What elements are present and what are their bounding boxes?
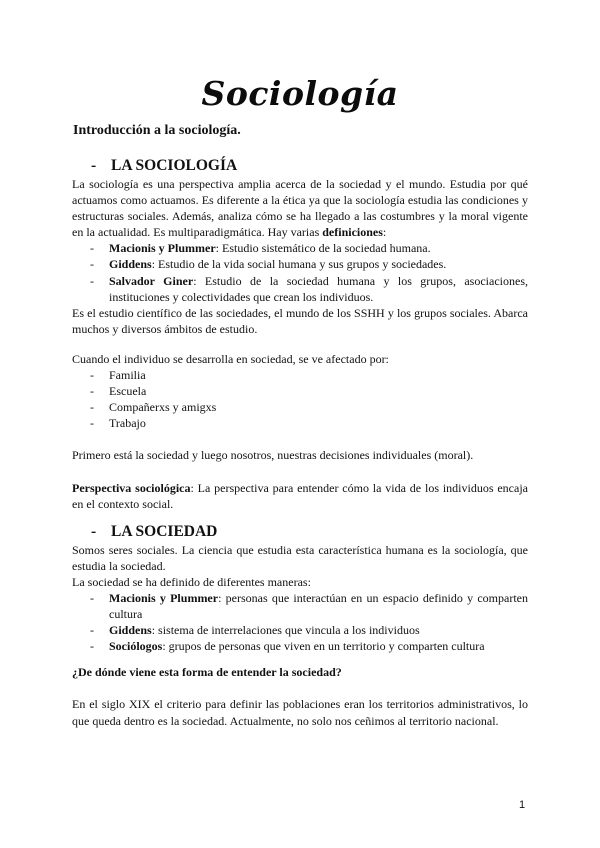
bullet-dash: - (90, 590, 94, 605)
definition-text: : Estudio sistemático de la sociedad humana. (215, 241, 431, 256)
section-heading-text: LA SOCIOLOGÍA (111, 157, 238, 174)
definition-text: : Estudio de la sociedad humana y los grupos, asociaciones, instituciones y colectividades que crean los individuos. (109, 273, 528, 304)
list-item-text: Familia (109, 368, 146, 383)
list-item (72, 399, 528, 415)
paragraph-sociedad-intro: Somos seres sociales. La ciencia que estudia esta característica humana es la sociología, que estudia la sociedad. (72, 542, 528, 573)
bullet-dash: - (90, 241, 94, 256)
list-item (72, 638, 528, 654)
heading-dash: - (91, 157, 97, 174)
sociedad-definitions-list (72, 590, 528, 654)
intro-bold-term: definiciones (322, 225, 383, 240)
paragraph-defined-intro: La sociedad se ha definido de diferentes maneras: (72, 574, 311, 589)
bullet-dash: - (90, 368, 94, 383)
definition-author: Giddens (109, 623, 152, 638)
definition-author: Macionis y Plummer (109, 590, 219, 605)
intro-text: La sociología es una perspectiva amplia acerca de la sociedad y el mundo. Estudia por qué actuamos como actuamos. Es diferente a la ética ya que la sociología estudia las condiciones y estructuras sociales. Además, analiza cómo se ha llegado a las costumbres y la moral vigente en la actualidad. Es multiparadigmática. Hay varias (72, 177, 528, 240)
subtitle: Introducción a la sociología. (73, 123, 241, 138)
definition-text: : sistema de interrelaciones que vincula a los individuos (151, 623, 420, 638)
definition-text: : Estudio de la vida social humana y sus grupos y sociedades. (151, 257, 447, 272)
list-item-text: Trabajo (109, 416, 146, 431)
paragraph-answer: En el siglo XIX el criterio para definir las poblaciones eran los territorios administrativos, lo que queda dentro es la sociedad. Actualmente, no solo nos ceñimos al territorio nacional. (72, 697, 528, 728)
definitions-list (72, 240, 528, 304)
list-item (72, 240, 528, 256)
perspective-text: : La perspectiva para entender cómo la vida de los individuos encaja en el contexto social. (72, 480, 528, 511)
definition-author: Macionis y Plummer (109, 241, 216, 256)
list-item (72, 622, 528, 638)
page-number: 1 (519, 799, 526, 811)
list-item (72, 256, 528, 272)
intro-colon: : (382, 225, 387, 240)
paragraph-affects-intro: Cuando el individuo se desarrolla en sociedad, se ve afectado por: (72, 351, 389, 366)
document-body (72, 156, 528, 729)
list-item (72, 590, 528, 622)
bullet-dash: - (90, 639, 94, 654)
question-text: ¿De dónde viene esta forma de entender la sociedad? (72, 665, 342, 680)
list-item-text: Compañerxs y amigxs (109, 400, 217, 415)
bullet-dash: - (90, 416, 94, 431)
bullet-dash: - (90, 400, 94, 415)
perspective-term: Perspectiva sociológica (72, 480, 191, 495)
paragraph-closing: Es el estudio científico de las sociedades, el mundo de los SSHH y los grupos sociales. Abarca muchos y diversos ámbitos de estudio. (72, 305, 528, 336)
heading-dash: - (91, 522, 97, 540)
definition-text: : grupos de personas que viven en un territorio y comparten cultura (162, 639, 485, 654)
definition-author: Salvador Giner (109, 273, 194, 288)
definition-author: Sociólogos (109, 639, 163, 654)
paragraph-perspective (72, 480, 528, 512)
definition-text: : personas que interactúan en un espacio definido y comparten cultura (109, 590, 528, 622)
paragraph-intro (72, 176, 528, 240)
list-item (72, 367, 528, 383)
list-item (72, 383, 528, 399)
list-item-text: Escuela (109, 384, 147, 399)
bullet-dash: - (90, 257, 94, 272)
section-heading-sociologia (72, 156, 528, 176)
question-heading (72, 664, 528, 680)
section-heading-text: LA SOCIEDAD (111, 522, 218, 540)
section-heading-sociedad (72, 522, 528, 542)
page-title: Sociología (201, 74, 399, 113)
bullet-dash: - (90, 384, 94, 399)
bullet-dash: - (90, 623, 94, 638)
bullet-dash: - (90, 273, 94, 288)
paragraph-order: Primero está la sociedad y luego nosotros, nuestras decisiones individuales (moral). (72, 448, 474, 463)
definition-author: Giddens (109, 257, 152, 272)
list-item (72, 415, 528, 431)
affects-list (72, 367, 528, 431)
list-item (72, 273, 528, 305)
